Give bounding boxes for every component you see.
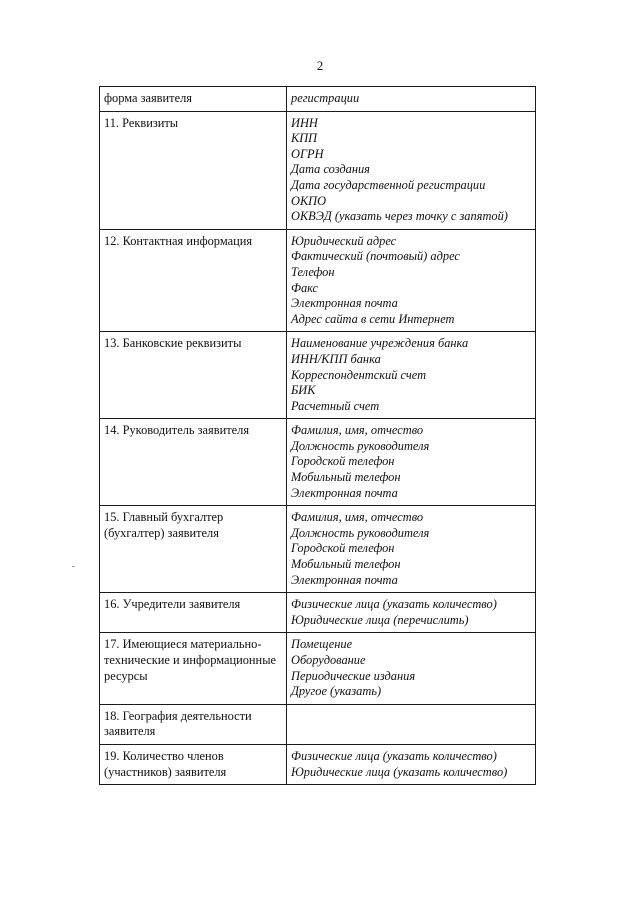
field-item: Телефон <box>291 264 335 279</box>
table-row <box>100 593 536 633</box>
field-item: Оборудование <box>291 653 366 667</box>
field-item: Мобильный телефон <box>291 470 401 485</box>
field-item: ОКПО <box>291 193 327 208</box>
row-label: 14. Руководитель заявителя <box>100 419 287 506</box>
table-row <box>100 87 536 112</box>
field-item: Юридические лица (перечислить) <box>291 612 469 627</box>
row-fields <box>287 87 536 112</box>
field-item: ОКВЭД (указать через точку с запятой) <box>291 209 508 224</box>
row-fields <box>287 332 536 419</box>
table-row <box>100 332 536 419</box>
field-item: Корреспондентский счет <box>291 367 427 382</box>
field-item: регистрации <box>291 91 360 105</box>
row-label: 12. Контактная информация <box>100 229 287 332</box>
row-label: 18. География деятельности заявителя <box>100 704 287 744</box>
row-label: 19. Количество членов (участников) заявителя <box>100 744 287 784</box>
application-form-table <box>99 86 536 785</box>
field-item: Юридический адрес <box>291 233 397 248</box>
table-row <box>100 506 536 593</box>
row-label: 16. Учредители заявителя <box>100 593 287 633</box>
field-item: Фамилия, имя, отчество <box>291 423 424 438</box>
row-fields <box>287 593 536 633</box>
row-fields <box>287 744 536 784</box>
field-item: Мобильный телефон <box>291 557 401 572</box>
row-fields-empty <box>287 704 536 744</box>
field-item: ИНН/КПП банка <box>291 351 381 366</box>
field-item: Должность руководителя <box>291 525 430 540</box>
field-item: Другое (указать) <box>291 684 382 699</box>
field-item: Фамилия, имя, отчество <box>291 510 424 525</box>
field-item: Наименование учреждения банка <box>291 336 469 351</box>
field-item: Городской телефон <box>291 541 395 556</box>
field-item: ИНН <box>291 115 318 130</box>
field-item: ОГРН <box>291 146 324 161</box>
row-label: 17. Имеющиеся материально-технические и информационные ресурсы <box>100 633 287 704</box>
row-label: 13. Банковские реквизиты <box>100 332 287 419</box>
field-item: Физические лица (указать количество) <box>291 597 497 612</box>
field-item: Фактический (почтовый) адрес <box>291 249 460 264</box>
row-fields <box>287 111 536 229</box>
field-item: Периодические издания <box>291 668 416 683</box>
table-row <box>100 633 536 704</box>
field-item: Электронная почта <box>291 485 398 500</box>
table-row <box>100 704 536 744</box>
field-item: Факс <box>291 280 318 295</box>
row-label: 15. Главный бухгалтер (бухгалтер) заявителя <box>100 506 287 593</box>
row-fields <box>287 419 536 506</box>
field-item: Адрес сайта в сети Интернет <box>291 311 455 326</box>
table-row <box>100 229 536 332</box>
field-item: Электронная почта <box>291 296 398 311</box>
field-item: КПП <box>291 131 318 146</box>
field-item: Помещение <box>291 637 353 652</box>
field-item: Расчетный счет <box>291 398 380 413</box>
field-item: БИК <box>291 383 316 398</box>
row-fields <box>287 633 536 704</box>
field-item: Дата создания <box>291 162 370 177</box>
table-body <box>100 87 536 785</box>
field-item: Физические лица (указать количество) <box>291 748 497 763</box>
row-label: 11. Реквизиты <box>100 111 287 229</box>
field-item: Должность руководителя <box>291 438 430 453</box>
row-label: форма заявителя <box>100 87 287 112</box>
page-number: 2 <box>316 58 324 73</box>
field-item: Юридические лица (указать количество) <box>291 764 508 779</box>
table-row <box>100 111 536 229</box>
scan-speck <box>72 566 75 567</box>
field-item: Дата государственной регистрации <box>291 177 486 192</box>
table-row <box>100 744 536 784</box>
row-fields <box>287 229 536 332</box>
table-row <box>100 419 536 506</box>
field-item: Городской телефон <box>291 454 395 469</box>
field-item: Электронная почта <box>291 572 398 587</box>
row-fields <box>287 506 536 593</box>
